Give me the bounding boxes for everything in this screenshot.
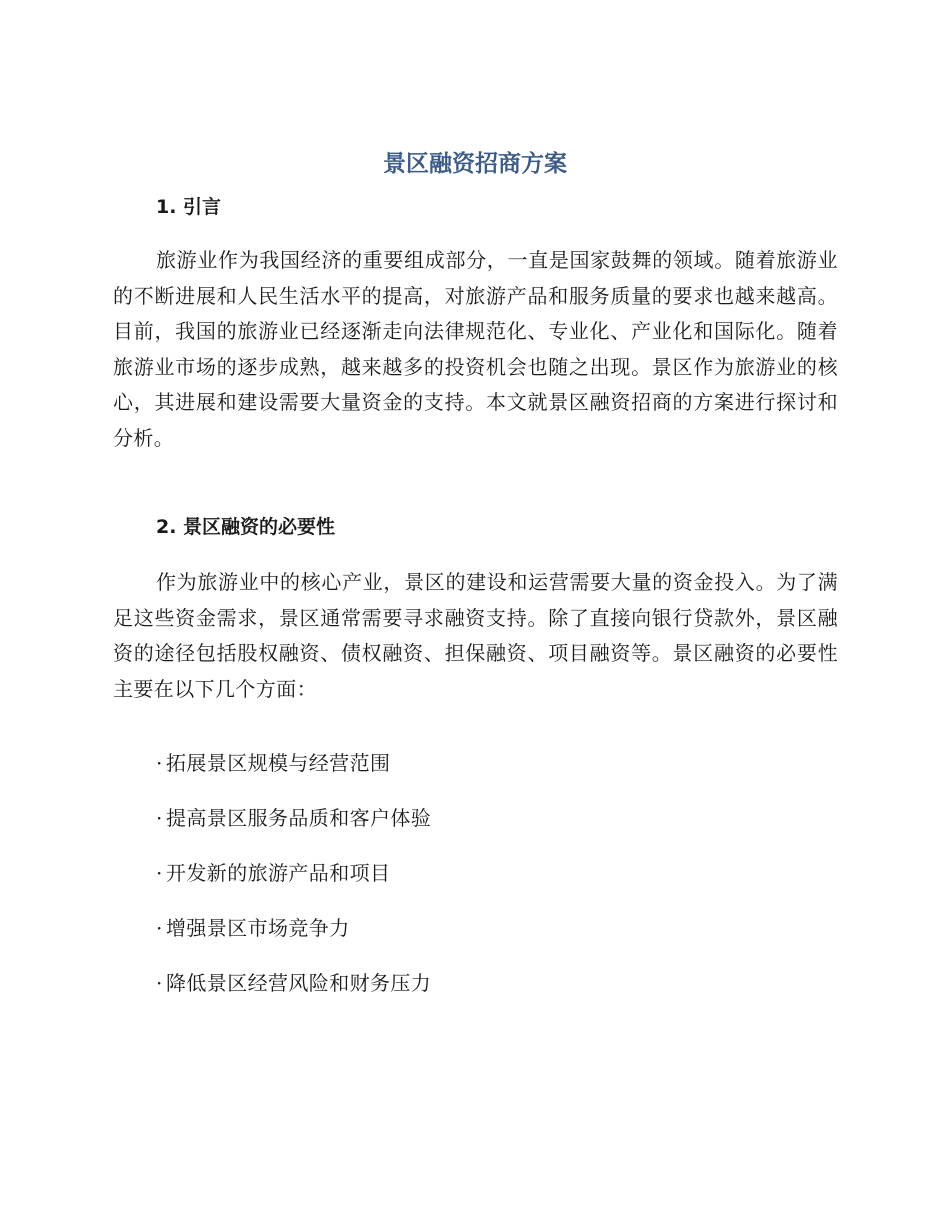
bullet-dot: ·: [156, 916, 163, 940]
list-item-text: 增强景区市场竞争力: [166, 916, 350, 940]
bullet-dot: ·: [156, 806, 163, 830]
list-item: [156, 966, 431, 1021]
list-item: [156, 911, 431, 966]
list-item-text: 开发新的旅游产品和项目: [166, 861, 391, 885]
list-item-text: 降低景区经营风险和财务压力: [166, 971, 432, 995]
bullet-dot: ·: [156, 751, 163, 775]
section-heading-introduction: 1. 引言: [156, 196, 222, 218]
list-item-text: 拓展景区规模与经营范围: [166, 751, 391, 775]
section-paragraph-introduction: 旅游业作为我国经济的重要组成部分，一直是国家鼓舞的领域。随着旅游业的不断进展和人民生活水平的提高，对旅游产品和服务质量的要求也越来越高。目前，我国的旅游业已经逐渐走向法律规范化、专业化、产业化和国际化。随着旅游业市场的逐步成熟，越来越多的投资机会也随之出现。景区作为旅游业的核心，其进展和建设需要大量资金的支持。本文就景区融资招商的方案进行探讨和分析。: [113, 248, 838, 450]
necessity-bullet-list: [156, 746, 431, 1021]
section-paragraph-necessity: 作为旅游业中的核心产业，景区的建设和运营需要大量的资金投入。为了满足这些资金需求，景区通常需要寻求融资支持。除了直接向银行贷款外，景区融资的途径包括股权融资、债权融资、担保融资、项目融资等。景区融资的必要性主要在以下几个方面：: [113, 570, 838, 701]
list-item: [156, 801, 431, 856]
list-item: [156, 746, 431, 801]
bullet-dot: ·: [156, 861, 163, 885]
list-item: [156, 856, 431, 911]
bullet-dot: ·: [156, 971, 163, 995]
list-item-text: 提高景区服务品质和客户体验: [166, 806, 432, 830]
document-title: 景区融资招商方案: [383, 151, 567, 177]
section-heading-necessity: 2. 景区融资的必要性: [156, 516, 336, 538]
